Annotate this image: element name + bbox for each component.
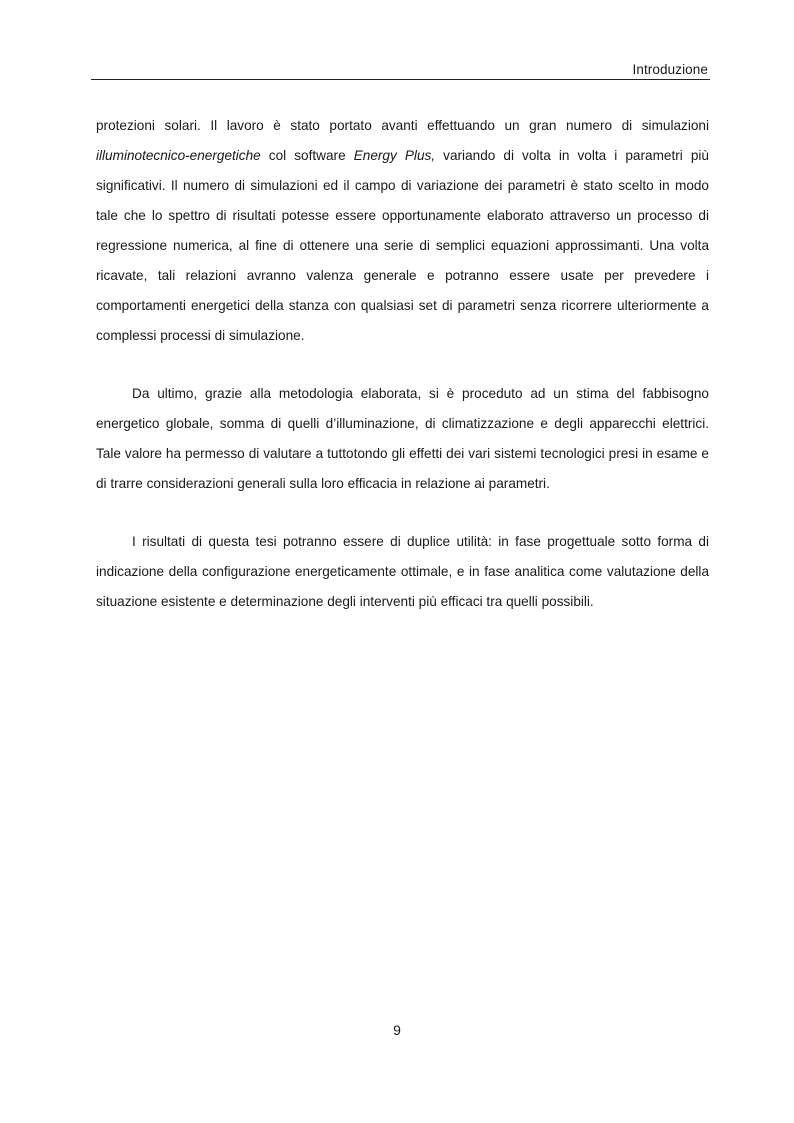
paragraph-1-text-a: protezioni solari. Il lavoro è stato portato avanti effettuando un gran numero di simulazioni bbox=[96, 118, 709, 133]
paragraph-1-emphasis-a: illuminotecnico-energetiche bbox=[96, 148, 261, 163]
paragraph-1-text-c: variando di volta in volta i parametri più significativi. Il numero di simulazioni ed il campo di variazione dei parametri è stato scelto in modo tale che lo spettro di risultati potesse essere opportunamente elaborato attraverso un processo di regressione numerica, al fine di ottenere una serie di semplici equazioni approssimanti. Una volta ricavate, tali relazioni avranno valenza generale e potranno essere usate per prevedere i comportamenti energetici della stanza con qualsiasi set di parametri senza ricorrere ulteriormente a complessi processi di simulazione. bbox=[96, 148, 709, 343]
section-title: Introduzione bbox=[632, 62, 708, 77]
paragraph-1-emphasis-b: Energy Plus, bbox=[353, 148, 436, 163]
paragraph-2: Da ultimo, grazie alla metodologia elaborata, si è proceduto ad un stima del fabbisogno energetico globale, somma di quelli d’illuminazione, di climatizzazione e degli apparecchi elettrici. Tale valore ha permesso di valutare a tuttotondo gli effetti dei vari sistemi tecnologici presi in esame e di trarre considerazioni generali sulla loro efficacia in relazione ai parametri. bbox=[96, 386, 709, 491]
page-number: 9 bbox=[393, 1022, 401, 1038]
paragraph-1 bbox=[96, 111, 709, 351]
body-text bbox=[96, 111, 709, 617]
running-header bbox=[91, 61, 710, 80]
paragraph-3: I risultati di questa tesi potranno essere di duplice utilità: in fase progettuale sotto forma di indicazione della configurazione energeticamente ottimale, e in fase analitica come valutazione della situazione esistente e determinazione degli interventi più efficaci tra quelli possibili. bbox=[96, 534, 709, 609]
paragraph-1-text-b: col software bbox=[260, 148, 354, 163]
